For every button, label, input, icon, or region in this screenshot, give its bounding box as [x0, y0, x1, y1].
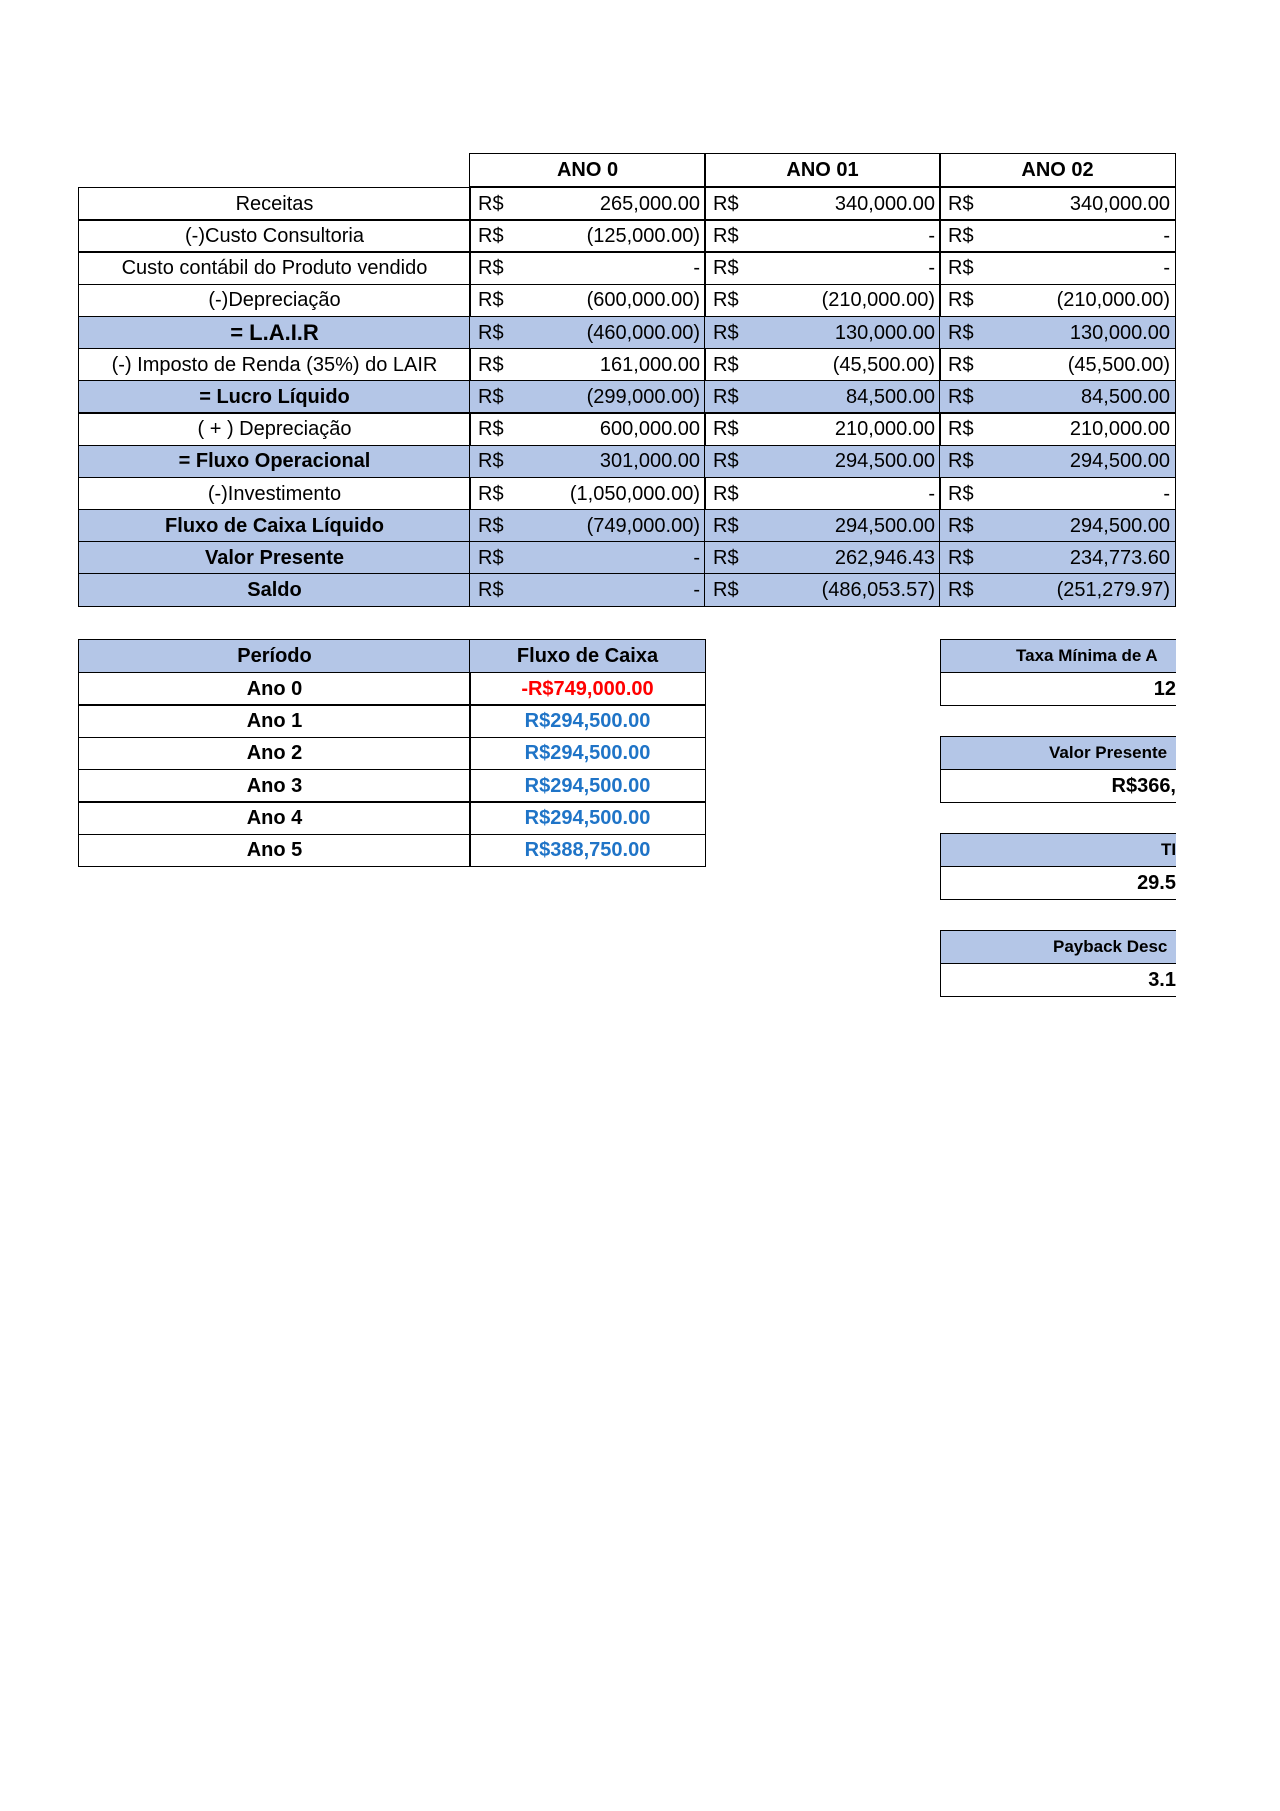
currency-symbol: R$ [478, 579, 504, 602]
currency-symbol: R$ [713, 450, 739, 473]
row-value-cell [469, 445, 706, 479]
currency-symbol: R$ [478, 289, 504, 312]
row-value-cell [469, 509, 706, 543]
amount: 301,000.00 [599, 450, 700, 473]
currency-symbol: R$ [948, 257, 974, 280]
cf-value: R$294,500.00 [469, 769, 706, 803]
row-value-cell [939, 284, 1176, 318]
amount: 265,000.00 [599, 192, 700, 215]
row-label: (-)Investimento [78, 477, 471, 511]
metric-tir-label: TI [940, 833, 1176, 867]
metric-taxa-minima-value: 12 [940, 672, 1176, 706]
amount: - [928, 482, 935, 505]
row-value-cell [469, 412, 706, 446]
amount: (251,279.97) [1056, 579, 1170, 602]
amount: - [1163, 225, 1170, 248]
metric-payback-label: Payback Desc [940, 930, 1176, 964]
row-value-cell [469, 316, 706, 350]
currency-symbol: R$ [478, 418, 504, 441]
amount: 161,000.00 [599, 353, 700, 376]
currency-symbol: R$ [713, 514, 739, 537]
metric-taxa-minima-label: Taxa Mínima de A [940, 639, 1176, 673]
amount: 210,000.00 [1069, 418, 1170, 441]
amount: (600,000.00) [586, 289, 700, 312]
row-value-cell [939, 412, 1176, 446]
amount: 130,000.00 [834, 321, 935, 344]
currency-symbol: R$ [948, 418, 974, 441]
cf-value: R$388,750.00 [469, 834, 706, 868]
currency-symbol: R$ [948, 547, 974, 570]
cf-period: Ano 2 [78, 737, 471, 771]
row-value-cell [939, 445, 1176, 479]
row-value-cell [939, 573, 1176, 607]
header-periodo: Período [78, 639, 471, 673]
row-value-cell [704, 445, 941, 479]
currency-symbol: R$ [948, 289, 974, 312]
metric-tir-value: 29.5 [940, 866, 1176, 900]
row-label: = Fluxo Operacional [78, 445, 471, 479]
amount: (299,000.00) [586, 386, 700, 409]
amount: 262,946.43 [834, 547, 935, 570]
amount: - [693, 257, 700, 280]
row-value-cell [939, 187, 1176, 221]
amount: (486,053.57) [821, 579, 935, 602]
row-label: = Lucro Líquido [78, 380, 471, 414]
row-label: = L.A.I.R [78, 316, 471, 350]
row-value-cell [939, 541, 1176, 575]
currency-symbol: R$ [948, 579, 974, 602]
cf-period: Ano 3 [78, 769, 471, 803]
currency-symbol: R$ [478, 321, 504, 344]
amount: 210,000.00 [834, 418, 935, 441]
row-value-cell [939, 477, 1176, 511]
row-value-cell [939, 219, 1176, 253]
row-value-cell [704, 573, 941, 607]
amount: - [693, 579, 700, 602]
row-label: Saldo [78, 573, 471, 607]
currency-symbol: R$ [713, 192, 739, 215]
cf-period: Ano 5 [78, 834, 471, 868]
row-value-cell [469, 219, 706, 253]
currency-symbol: R$ [478, 514, 504, 537]
amount: (45,500.00) [1067, 353, 1170, 376]
amount: - [928, 225, 935, 248]
row-value-cell [939, 380, 1176, 414]
row-value-cell [939, 251, 1176, 285]
currency-symbol: R$ [478, 257, 504, 280]
row-label: Fluxo de Caixa Líquido [78, 509, 471, 543]
cf-period: Ano 0 [78, 672, 471, 706]
currency-symbol: R$ [478, 386, 504, 409]
amount: 234,773.60 [1069, 547, 1170, 570]
currency-symbol: R$ [713, 386, 739, 409]
currency-symbol: R$ [948, 450, 974, 473]
metric-payback-value: 3.1 [940, 963, 1176, 997]
metric-valor-presente-label: Valor Presente [940, 736, 1176, 770]
amount: - [1163, 482, 1170, 505]
amount: 340,000.00 [834, 192, 935, 215]
currency-symbol: R$ [948, 321, 974, 344]
row-value-cell [469, 251, 706, 285]
amount: (460,000.00) [586, 321, 700, 344]
currency-symbol: R$ [948, 192, 974, 215]
amount: - [693, 547, 700, 570]
amount: 600,000.00 [599, 418, 700, 441]
amount: 294,500.00 [1069, 450, 1170, 473]
currency-symbol: R$ [713, 289, 739, 312]
amount: 84,500.00 [846, 386, 935, 409]
header-ano-0: ANO 0 [469, 153, 706, 187]
currency-symbol: R$ [713, 353, 739, 376]
amount: 294,500.00 [834, 450, 935, 473]
currency-symbol: R$ [948, 353, 974, 376]
row-label: Valor Presente [78, 541, 471, 575]
currency-symbol: R$ [948, 225, 974, 248]
currency-symbol: R$ [948, 386, 974, 409]
row-value-cell [469, 348, 706, 382]
amount: 84,500.00 [1081, 386, 1170, 409]
row-label: (-) Imposto de Renda (35%) do LAIR [78, 348, 471, 382]
row-value-cell [704, 348, 941, 382]
row-value-cell [469, 284, 706, 318]
row-value-cell [939, 348, 1176, 382]
amount: - [1163, 257, 1170, 280]
cf-value: R$294,500.00 [469, 737, 706, 771]
currency-symbol: R$ [948, 482, 974, 505]
cf-period: Ano 1 [78, 704, 471, 738]
row-value-cell [469, 573, 706, 607]
row-value-cell [704, 219, 941, 253]
cf-value: -R$749,000.00 [469, 672, 706, 706]
currency-symbol: R$ [478, 225, 504, 248]
currency-symbol: R$ [948, 514, 974, 537]
amount: 130,000.00 [1069, 321, 1170, 344]
cf-value: R$294,500.00 [469, 801, 706, 835]
currency-symbol: R$ [478, 547, 504, 570]
cf-value: R$294,500.00 [469, 704, 706, 738]
currency-symbol: R$ [478, 192, 504, 215]
row-value-cell [469, 187, 706, 221]
amount: (45,500.00) [832, 353, 935, 376]
row-value-cell [704, 187, 941, 221]
row-value-cell [704, 284, 941, 318]
row-value-cell [704, 412, 941, 446]
currency-symbol: R$ [478, 450, 504, 473]
amount: (210,000.00) [1056, 289, 1170, 312]
row-value-cell [469, 541, 706, 575]
row-value-cell [469, 477, 706, 511]
currency-symbol: R$ [713, 321, 739, 344]
row-value-cell [939, 316, 1176, 350]
amount: (210,000.00) [821, 289, 935, 312]
metrics-panel [940, 637, 1176, 1137]
amount: (1,050,000.00) [569, 482, 700, 505]
row-label: (-)Custo Consultoria [78, 219, 471, 253]
metric-valor-presente-value: R$366, [940, 769, 1176, 803]
currency-symbol: R$ [478, 482, 504, 505]
currency-symbol: R$ [478, 353, 504, 376]
currency-symbol: R$ [713, 257, 739, 280]
row-label: Custo contábil do Produto vendido [78, 251, 471, 285]
row-value-cell [704, 509, 941, 543]
amount: 294,500.00 [834, 514, 935, 537]
currency-symbol: R$ [713, 579, 739, 602]
row-value-cell [939, 509, 1176, 543]
row-value-cell [469, 380, 706, 414]
amount: (749,000.00) [586, 514, 700, 537]
currency-symbol: R$ [713, 547, 739, 570]
row-value-cell [704, 251, 941, 285]
row-label: Receitas [78, 187, 471, 221]
row-value-cell [704, 477, 941, 511]
amount: - [928, 257, 935, 280]
row-label: ( + ) Depreciação [78, 412, 471, 446]
header-ano-01: ANO 01 [704, 153, 941, 187]
header-ano-02: ANO 02 [939, 153, 1176, 187]
row-value-cell [704, 541, 941, 575]
amount: 294,500.00 [1069, 514, 1170, 537]
amount: (125,000.00) [586, 225, 700, 248]
header-fluxo-de-caixa: Fluxo de Caixa [469, 639, 706, 673]
cf-period: Ano 4 [78, 801, 471, 835]
amount: 340,000.00 [1069, 192, 1170, 215]
currency-symbol: R$ [713, 482, 739, 505]
row-label: (-)Depreciação [78, 284, 471, 318]
row-value-cell [704, 316, 941, 350]
row-value-cell [704, 380, 941, 414]
currency-symbol: R$ [713, 225, 739, 248]
currency-symbol: R$ [713, 418, 739, 441]
